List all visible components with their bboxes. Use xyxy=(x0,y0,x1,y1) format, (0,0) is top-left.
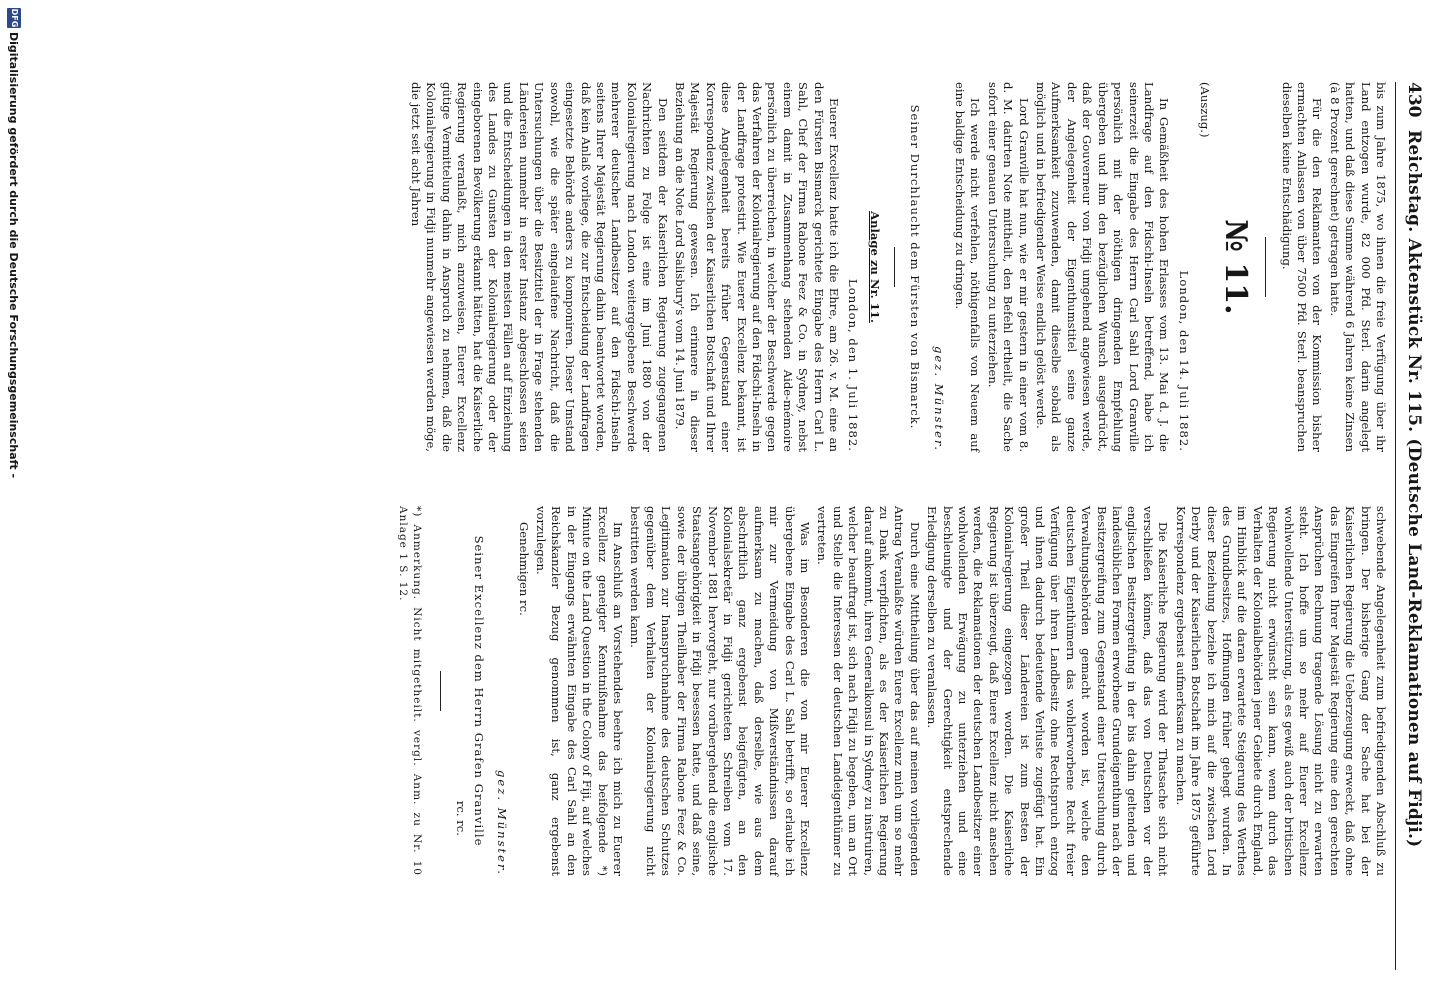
addressee-suffix: rc. rc. xyxy=(454,800,469,836)
dfg-logo-icon: DFG xyxy=(7,8,21,28)
header-rule xyxy=(1395,82,1396,970)
right-column xyxy=(396,506,1388,876)
page-number: 430 xyxy=(1404,82,1424,118)
page-header xyxy=(1394,0,1424,1000)
signature: gez. Münster. xyxy=(495,770,510,876)
addressee: Seiner Excellenz dem Herrn Grafen Granville xyxy=(471,535,486,847)
left-column xyxy=(406,82,1388,452)
paragraph: Ich werde nicht verfehlen, nöthigenfalls von Neuem auf eine baldige Entscheidung zu dringen. xyxy=(953,82,983,452)
extract-label: (Auszug.) xyxy=(1198,82,1213,138)
paragraph: Euerer Excellenz hatte ich die Ehre, am 26. v. M. eine an den Fürsten Bismarck gerichtete Eingabe des Herrn Carl L. Sahl, Chef der Firma Rabone Feez & Co. in Sydney, nebst einem damit in Zusammenhang stehenden Aide-mémoire persönlich zu überreichen, in welcher der Beschwerde gegen das Verfahren der Kolonialregierung auf den Fidschi-Inseln in der Landfrage protestirt. Wie Euerer Excellenz bekannt, ist diese Angelegenheit bereits früher Gegenstand einer Korrespondenz zwischen der Kaiserlichen Botschaft und Ihrer Majestät Regierung gewesen. Ich erinnere in dieser Beziehung an die Note Lord Salisbury's vom 14. Juni 1879. xyxy=(672,82,842,452)
paragraph: In Gemäßheit des hohen Erlasses vom 13. Mai d. J. die Landfrage auf den Fidschi-Inseln betreffend, habe ich seinerzeit die Eingabe des Herrn Carl Sahl Lord Granville persönlich mit der nöthigen dringenden Empfehlung übergeben und ihm den bezüglichen Wunsch ausgedrückt, daß der Gouverneur von Fidji umgehend angewiesen werde, der Angelegenheit der Eigenthumstitel seine ganze Aufmerksamkeit zuzuwenden, damit dieselbe sobald als möglich und in befriedigender Weise endlich gelöst werde. xyxy=(1034,82,1172,452)
paragraph: Für die den Reklamanten von der Kommission bisher ermachten Anlassen von über 7500 Pfd. Sterl. beanspruchen dieselben keine Entschädigung. xyxy=(1279,82,1325,452)
paragraph: bis zum Jahre 1875, wo ihnen die freie Verfügung über ihr Land entzogen wurde, 82 000 Pfd. Sterl. darin angelegt hatten, und daß diese Summe während 6 Jahren keine Zinsen (à 8 Prozent gerechnet) getragen hatte. xyxy=(1327,82,1388,452)
paragraph: Die Kaiserliche Regierung wird der Thatsache sich nicht verschließen können, daß das von Deutschen vor der englischen Besitzergreifung in der bis dahin geltenden und landesüblichen Formen erworbene Grundeigenthum nach der Besitzergreifung zum Gegenstand einer Untersuchung durch Verwaltungsbehörden gemacht worden ist, welche den deutschen Eigenthümern das wohlerworbene Recht freier Verfügung über ihren Landbesitz ohne Rechtspruch entzog und ihnen dadurch bedeutende Verluste zugefügt hat. Ein großer Theil dieser Ländereien ist zum Besten der Kolonialregierung eingezogen worden. Die Kaiserliche Regierung ist überzeugt, daß Euere Excellenz nicht ansehen werden, die Reklamationen der deutschen Landbesitzer einer wohlwollenden Erwägung zu unterziehen und eine beschleunigte und der Gerechtigkeit entsprechende Erledigung derselben zu veranlassen. xyxy=(925,506,1171,876)
signature: gez. Münster. xyxy=(931,346,946,452)
separator xyxy=(894,247,895,287)
footnote: *) Anmerkung. Nicht mitgetheilt. vergl. Anm. zu Nr. 10 Anlage 1 S. 12. xyxy=(397,506,424,876)
page-running-title: Reichstag. Aktenstück Nr. 115. (Deutsche Land-Reklamationen auf Fidji.) xyxy=(1404,130,1424,848)
separator xyxy=(440,671,441,711)
separator xyxy=(1265,237,1266,297)
paragraph: Was im Besonderen die von mir Euerer Excellenz übergebene Eingabe des Carl L. Sahl betrifft, so erlaube ich mir zur Vermeidung von Mißverständnissen darauf aufmerksam zu machen, daß derselbe, wie aus dem abschriftlich ganz ergebenst beigefügten, an den Kolonialsekretär in Fidji gerichteten Schreiben vom 17. November 1881 hervorgeht, nur vorübergehend die englische Staatsangehörigkeit in Fidji besessen hatte, und daß seine, sowie der übrigen Theilhaber der Firma Rabone Feez & Co. Legitimation zur Inanspruchnahme des deutschen Schutzes gegenüber dem Verhalten der Kolonialregierung nicht bestritten werden kann. xyxy=(628,506,812,876)
paragraph: Durch eine Mittheilung über das auf meinen vorliegenden Antrag Veranlaßte würden Euere Excellenz mich um so mehr zu Dank verpflichten, als es der Kaiserlichen Regierung darauf ankommt, ihren Generalkonsul in Sydney zu instruiren, welcher beauftragt ist, sich nach Fidji zu begeben, um an Ort und Stelle die Interessen der deutschen Landeigenthümer zu vertreten. xyxy=(815,506,922,876)
paragraph: Im Anschluß an Vorstehendes beehre ich mich zu Euerer Excellenz geneigter Kenntnißnahme das beifolgende *) Minute on the Land Question in the Colony of Fiji, auf welches in der Eingangs erwähnten Eingabe des Carl Sahl an den Reichskanzler Bezug genommen ist, ganz ergebenst vorzulegen. xyxy=(534,506,626,876)
annex-heading: Anlage zu Nr. 11. xyxy=(867,211,882,323)
date-line: London, den 1. Juli 1882. xyxy=(846,279,861,452)
date-line: London, den 14. Juli 1882. xyxy=(1176,270,1191,452)
paragraph: Den seitdem der Kaiserlichen Regierung zugegangenen Nachrichten zu Folge ist eine im Juni 1880 von der Kolonialregierung nach London weitergegebene Beschwerde mehrerer deutscher Landbesitzer auf den Fidschi-Inseln seitens Ihrer Majestät Regierung dahin beantwortet worden, daß kein Anlaß vorliege, die zur Entscheidung der Landfragen eingesetzte Behörde anders zu komponiren. Dieser Umstand sowohl, wie die später eingelaufene Nachricht, daß die Untersuchungen über die Besitztitel der in Frage stehenden Ländereien nunmehr in erster Instanz abgeschlossen seien und die Entscheidungen in den meisten Fällen auf Einziehung des Landes zu Gunsten der Kolonialregierung oder der eingeborenen Bevölkerung erkannt hätten, hat die Kaiserliche Regierung veranlaßt, mich anzuweisen, Euerer Excellenz gütige Vermittelung dahin in Anspruch zu nehmen, daß die Kolonialregierung in Fidji nunmehr angewiesen werden möge, die jetzt seit acht Jahren xyxy=(409,82,670,452)
funding-note xyxy=(0,0,24,1000)
addressee: Seiner Durchlaucht dem Fürsten von Bismarck. xyxy=(908,104,923,430)
paragraph: schwebende Angelegenheit zum befriedigenden Abschluß zu bringen. Der bisherige Gang der Sache hat bei der Kaiserlichen Regierung die Ueberzeugung erweckt, daß ohne das Eingreifen Ihrer Majestät Regierung eine den gerechten Ansprüchen Rechnung tragende Lösung nicht zu erwarten steht. Ich hoffe um so mehr auf Euerer Excellenz wohlwollende Unterstützung, als es gewiß auch der britischen Regierung nicht erwünscht sein kann, wenn durch das Verhalten der Kolonialbehörden jener Gebiete durch England, im Hinblick auf die daran erwartete Steigerung des Werthes des Grundbesitzes, Hoffnungen früher gehegt wurden. In dieser Beziehung beziehe ich mich auf die zwischen Lord Derby und der Kaiserlichen Botschaft im Jahre 1875 geführte Korrespondenz ergebenst aufmerksam zu machen. xyxy=(1173,506,1388,876)
document-number: № 11. xyxy=(1218,219,1254,315)
paragraph: Lord Granville hat nun, wie er mir gestern in einer vom 8. d. M. datirten Note mittheilt, den Befehl ertheilt, die Sache sofort einer genauen Untersuchung zu unterziehen. xyxy=(985,82,1031,452)
closing-line: Genehmigen rc. xyxy=(516,522,531,616)
funding-note-text: Digitalisierung gefördert durch die Deutsche Forschungsgemeinschaft - xyxy=(7,32,20,479)
